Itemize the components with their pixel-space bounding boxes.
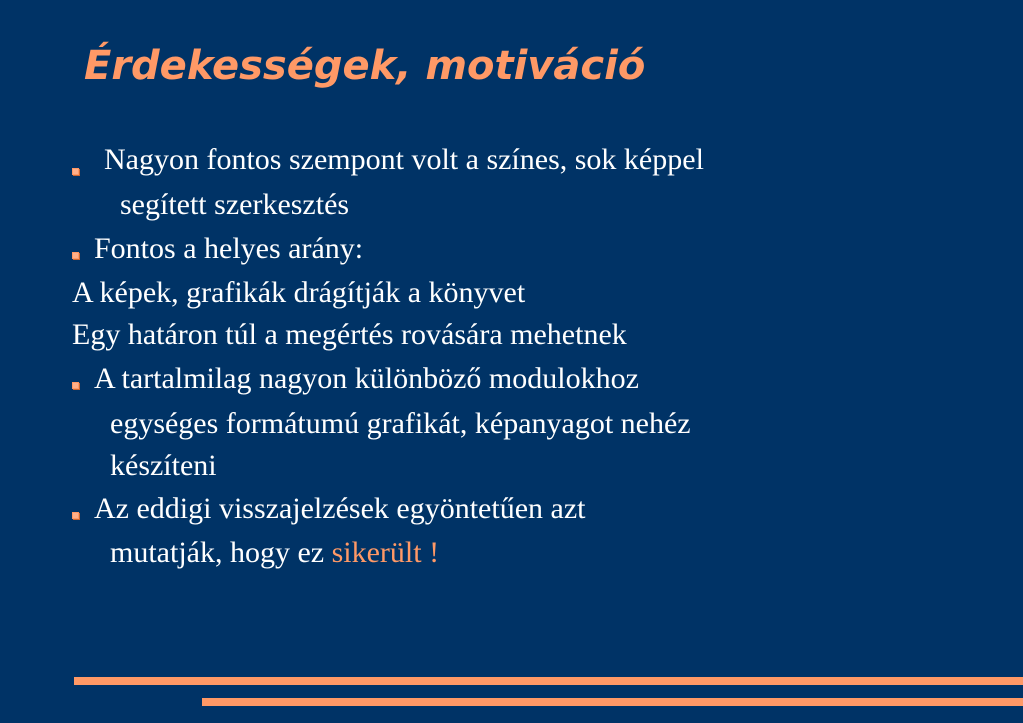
bullet-text-continuation: készíteni (110, 449, 217, 482)
bullet-icon (72, 512, 79, 519)
decorative-rule-top (74, 677, 1023, 685)
bullet-icon (72, 168, 79, 175)
plain-text-line: A képek, grafikák drágítják a könyvet (72, 276, 526, 309)
bullet-text-continuation: segített szerkesztés (120, 188, 350, 221)
bullet-text-continuation (110, 535, 439, 571)
bullet-text: A tartalmilag nagyon különböző modulokhoz (94, 362, 639, 395)
bullet-text: Az eddigi visszajelzések egyöntetűen azt (94, 492, 586, 525)
decorative-rule-bottom (202, 698, 1023, 706)
bullet-icon (72, 252, 79, 259)
highlighted-text: sikerült ! (331, 536, 440, 569)
plain-text-line: Egy határon túl a megértés rovására mehetnek (72, 318, 627, 351)
bullet-text-continuation: egységes formátumú grafikát, képanyagot nehéz (110, 407, 691, 440)
bullet-icon (72, 382, 79, 389)
bullet-text-prefix: mutatják, hogy ez (110, 536, 332, 569)
slide-title: Érdekességek, motiváció (84, 43, 646, 89)
bullet-text: Nagyon fontos szempont volt a színes, sok képpel (104, 143, 704, 176)
bullet-text: Fontos a helyes arány: (94, 232, 364, 265)
